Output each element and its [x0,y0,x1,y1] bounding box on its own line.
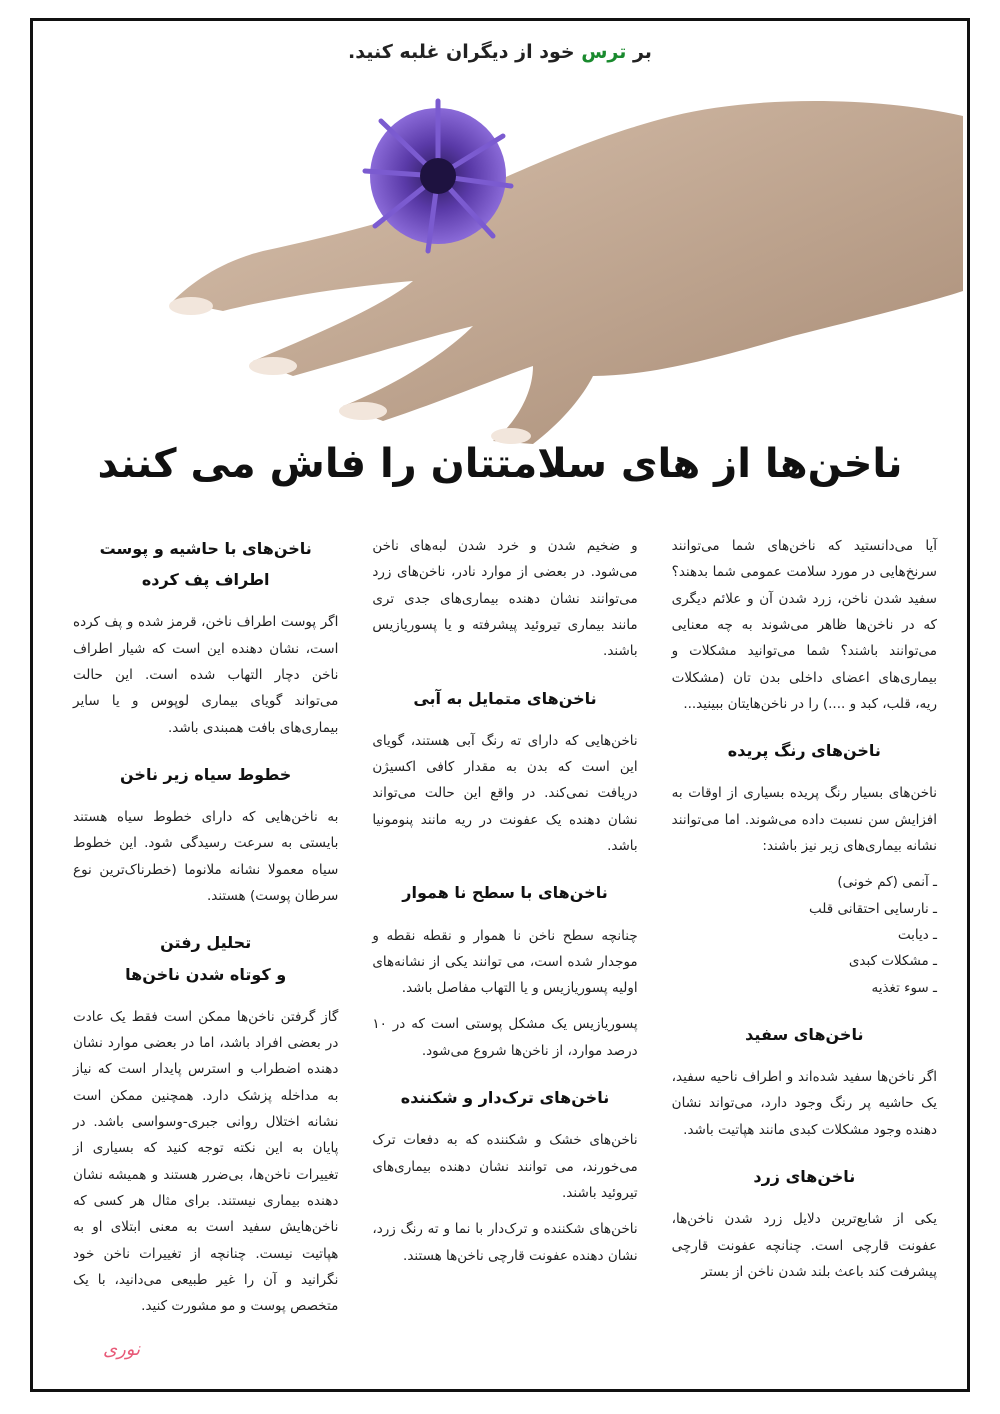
article-columns [73,533,937,1373]
article-page [30,18,970,1392]
list-item: ـ مشکلات کبدی [848,953,937,970]
blue-nails-heading: ناخن‌های متمایل به آبی [413,688,597,708]
publisher-logo: نوری [103,1339,141,1360]
nail-2 [249,357,297,375]
nail-3 [339,402,387,420]
intro-paragraph: آیا می‌دانستید که ناخن‌های شما می‌توانند سرنخ‌هایی در مورد سلامت عمومی شما بدهند؟ سفید شدن ناخن، زرد شدن آن و علائم دیگری که در ناخن‌ها ظاهر می‌شوند به چه معنایی می‌توانند باشند؟ شما می‌توانید مشکلات و بیماری‌های اعضای داخلی بدن تان (مشکلات ریه، قلب، کبد و ....) را در ناخن‌هایتان ببینید... [671,538,937,712]
cracked-nails-text-2: ناخن‌های شکننده و ترک‌دار با نما و ته رنگ زرد، نشان دهنده عفونت قارچی ناخن‌ها هستند. [372,1221,638,1264]
column-middle [372,533,637,1373]
list-item: ـ آنمی (کم خونی) [837,874,937,891]
puffy-nails-heading: ناخن‌های با حاشیه و پوست اطراف پف کرده [99,539,312,590]
nail-1 [169,297,213,315]
list-item: ـ نارسایی احتقانی قلب [809,900,937,917]
list-item: ـ سوء تغذیه [871,979,937,996]
nail-biting-heading [73,927,338,989]
top-quote [33,41,967,63]
quote-accent: ترس [581,41,627,63]
blue-nails-text: ناخن‌هایی که دارای ته رنگ آبی هستند، گویای این است که بدن به مقدار کافی اکسیژن دریافت نمی‌کند. در واقع این حالت می‌تواند نشان دهنده یک عفونت در ریه مانند پنومونیا باشد. [372,732,638,854]
white-nails-heading: ناخن‌های سفید [745,1024,864,1044]
pale-nails-text: ناخن‌های بسیار رنگ پریده بسیاری از اوقات به افزایش سن نسبت داده می‌شوند. اما می‌توانند نشانه بیماری‌های زیر نیز باشند: [671,785,937,854]
uneven-nails-heading: ناخن‌های با سطح نا هموار [402,883,608,903]
cracked-nails-heading: ناخن‌های ترک‌دار و شکننده [400,1088,610,1108]
quote-before: بر [626,41,652,63]
column-left [73,533,338,1373]
white-nails-text: اگر ناخن‌ها سفید شده‌اند و اطراف ناحیه سفید، یک حاشیه پر رنگ وجود دارد، می‌تواند نشان دهنده وجود مشکلات کبدی مانند هپاتیت باشد. [671,1069,937,1138]
nail-biting-heading-line-2: و کوتاه شدن ناخن‌ها [125,964,287,984]
column-right [672,533,937,1373]
black-lines-heading: خطوط سیاه زیر ناخن [120,764,292,784]
nail-biting-text: گاز گرفتن ناخن‌ها ممکن است فقط یک عادت در بعضی افراد باشد، اما در بعضی موارد نشان دهنده اضطراب و استرس پایدار است که نیاز به مداخله پزشک دارد. همچنین ممکن است نشانه اختلال روانی جبری-وسواسی باشد. در پایان به این نکته توجه کنید که بسیاری از تغییرات ناخن‌ها، بی‌ضرر هستند و همیشه نشان دهنده بیماری نیستند. برای مثال هر کسی که ناخن‌هایش سفید است به معنی ابتلای او به هپاتیت نیست. چنانچه از تغییرات ناخن خود نگرانید و آن را غیر طبیعی می‌دانید، با یک متخصص پوست و مو مشورت کنید. [73,1008,339,1315]
puffy-nails-text: اگر پوست اطراف ناخن، قرمز شده و پف کرده است، نشان دهنده این است که شیار اطراف ناخن دچار التهاب شده است. این حالت می‌تواند گویای بیماری لوپوس و یا سایر بیماری‌های بافت همبندی باشد. [73,614,339,736]
uneven-nails-text-1: چنانچه سطح ناخن نا هموار و نقطه نقطه و موجدار شده است، می توانند یکی از نشانه‌های اولیه پسوریازیس و یا التهاب مفاصل باشد. [372,927,638,997]
cracked-nails-text-1: ناخن‌های خشک و شکننده که به دفعات ترک می‌خورند، می توانند نشان دهنده بیماری‌های تیروئید باشند. [372,1132,638,1201]
yellow-nails-heading: ناخن‌های زرد [753,1167,856,1186]
nail-biting-heading-line-1: تحلیل رفتن [160,933,252,953]
pale-nails-heading: ناخن‌های رنگ پریده [727,741,881,761]
uneven-nails-text-2: پسوریازیس یک مشکل پوستی است که در ۱۰ درصد موارد، از ناخن‌ها شروع می‌شود. [372,1016,638,1059]
hand-with-flower-image [113,76,963,446]
yellow-nails-continued: و ضخیم شدن و خرد شدن لبه‌های ناخن می‌شود. در بعضی از موارد نادر، ناخن‌های زرد می‌توانند نشان دهنده بیماری‌های جدی تری مانند بیماری تیروئید پیشرفته و یا پسوریازیس باشند. [372,538,638,660]
black-lines-text: به ناخن‌هایی که دارای خطوط سیاه هستند بایستی به سرعت رسیدگی شود. این خطوط سیاه معمولا نشانه ملانوما (خطرناک‌ترین نوع سرطان پوست) هستند. [73,809,339,905]
list-item: ـ دیابت [897,926,937,943]
article-headline: ناخن‌ها از های سلامتتان را فاش می کنند [97,441,903,487]
pale-nails-list [672,869,937,1001]
hand-shape [173,101,963,444]
quote-after: خود از دیگران غلبه کنید. [348,41,582,63]
yellow-nails-text: یکی از شایع‌ترین دلایل زرد شدن ناخن‌ها، عفونت قارچی است. چنانچه عفونت قارچی پیشرفت کند باعث بلند شدن ناخن از بستر [671,1211,937,1280]
